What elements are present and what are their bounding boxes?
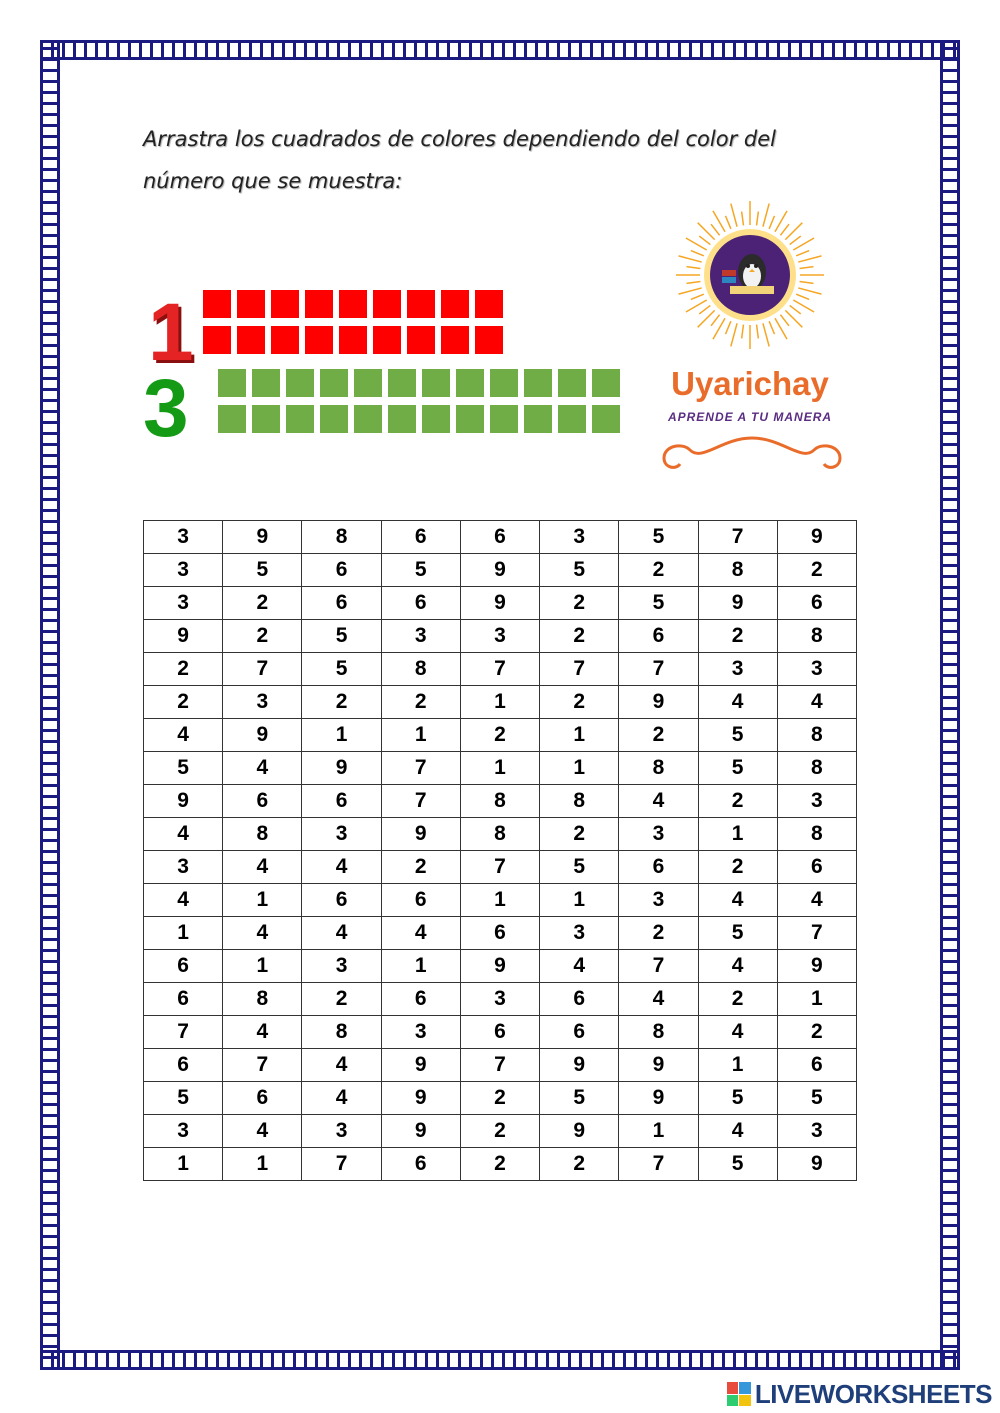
- grid-cell[interactable]: 5: [698, 752, 777, 785]
- grid-cell[interactable]: 9: [460, 950, 539, 983]
- grid-cell[interactable]: 6: [302, 785, 381, 818]
- grid-cell[interactable]: 6: [777, 1049, 856, 1082]
- grid-cell[interactable]: 8: [619, 1016, 698, 1049]
- grid-cell[interactable]: 3: [302, 950, 381, 983]
- grid-cell[interactable]: 2: [698, 785, 777, 818]
- grid-cell[interactable]: 8: [302, 1016, 381, 1049]
- grid-cell[interactable]: 6: [460, 521, 539, 554]
- grid-cell[interactable]: 3: [619, 818, 698, 851]
- grid-cell[interactable]: 7: [777, 917, 856, 950]
- grid-cell[interactable]: 9: [777, 950, 856, 983]
- grid-cell[interactable]: 8: [698, 554, 777, 587]
- grid-cell[interactable]: 3: [540, 917, 619, 950]
- red-drag-square[interactable]: [373, 326, 401, 354]
- grid-cell[interactable]: 5: [540, 1082, 619, 1115]
- grid-cell[interactable]: 3: [302, 1115, 381, 1148]
- grid-cell[interactable]: 9: [381, 1049, 460, 1082]
- grid-cell[interactable]: 5: [302, 653, 381, 686]
- grid-cell[interactable]: 5: [698, 917, 777, 950]
- grid-cell[interactable]: 7: [619, 1148, 698, 1181]
- grid-cell[interactable]: 7: [619, 950, 698, 983]
- grid-cell[interactable]: 3: [777, 653, 856, 686]
- grid-cell[interactable]: 5: [698, 1148, 777, 1181]
- red-drag-square[interactable]: [407, 290, 435, 318]
- grid-cell[interactable]: 8: [460, 818, 539, 851]
- grid-cell[interactable]: 9: [460, 587, 539, 620]
- liveworksheets-watermark: [727, 1377, 992, 1411]
- grid-cell[interactable]: 7: [460, 1049, 539, 1082]
- grid-cell[interactable]: 2: [619, 917, 698, 950]
- grid-cell[interactable]: 2: [540, 620, 619, 653]
- green-drag-square[interactable]: [218, 405, 246, 433]
- red-squares-group: [203, 290, 503, 354]
- grid-cell[interactable]: 1: [619, 1115, 698, 1148]
- grid-row: [144, 917, 857, 950]
- legend-number-green: 3: [143, 363, 189, 454]
- grid-cell[interactable]: 2: [460, 1148, 539, 1181]
- grid-cell[interactable]: 5: [777, 1082, 856, 1115]
- green-drag-square[interactable]: [252, 369, 280, 397]
- grid-cell[interactable]: 4: [223, 1115, 302, 1148]
- grid-cell[interactable]: 9: [540, 1049, 619, 1082]
- grid-cell[interactable]: 1: [223, 1148, 302, 1181]
- grid-cell[interactable]: 6: [223, 1082, 302, 1115]
- grid-cell[interactable]: 4: [223, 1016, 302, 1049]
- grid-cell[interactable]: 6: [302, 884, 381, 917]
- green-drag-square[interactable]: [422, 405, 450, 433]
- logo-subtitle: APRENDE A TU MANERA: [667, 410, 833, 424]
- grid-cell[interactable]: 2: [540, 818, 619, 851]
- grid-cell[interactable]: 6: [777, 851, 856, 884]
- grid-cell[interactable]: 3: [460, 983, 539, 1016]
- grid-cell[interactable]: 2: [777, 1016, 856, 1049]
- grid-cell[interactable]: 3: [302, 818, 381, 851]
- number-grid: [143, 520, 857, 1181]
- grid-row: [144, 983, 857, 1016]
- grid-row: [144, 785, 857, 818]
- grid-cell[interactable]: 5: [619, 587, 698, 620]
- grid-cell[interactable]: 8: [619, 752, 698, 785]
- grid-row: [144, 1115, 857, 1148]
- green-drag-square[interactable]: [218, 369, 246, 397]
- grid-cell[interactable]: 2: [540, 686, 619, 719]
- grid-cell[interactable]: 2: [540, 1148, 619, 1181]
- grid-cell[interactable]: 4: [302, 917, 381, 950]
- grid-cell[interactable]: 1: [381, 950, 460, 983]
- green-drag-square[interactable]: [524, 369, 552, 397]
- frame-top: [40, 40, 960, 60]
- grid-cell[interactable]: 6: [223, 785, 302, 818]
- grid-cell[interactable]: 6: [777, 587, 856, 620]
- grid-cell[interactable]: 8: [777, 719, 856, 752]
- green-drag-square[interactable]: [354, 405, 382, 433]
- grid-cell[interactable]: 6: [540, 983, 619, 1016]
- red-drag-square[interactable]: [339, 326, 367, 354]
- grid-cell[interactable]: 9: [698, 587, 777, 620]
- grid-cell[interactable]: 5: [619, 521, 698, 554]
- grid-cell[interactable]: 3: [144, 851, 223, 884]
- red-drag-square[interactable]: [339, 290, 367, 318]
- grid-cell[interactable]: 2: [777, 554, 856, 587]
- grid-row: [144, 884, 857, 917]
- grid-cell[interactable]: 7: [460, 851, 539, 884]
- grid-cell[interactable]: 7: [381, 752, 460, 785]
- green-drag-square[interactable]: [558, 405, 586, 433]
- grid-cell[interactable]: 7: [698, 521, 777, 554]
- red-drag-square[interactable]: [475, 326, 503, 354]
- red-drag-square[interactable]: [271, 326, 299, 354]
- green-drag-square[interactable]: [320, 405, 348, 433]
- grid-cell[interactable]: 6: [381, 1148, 460, 1181]
- grid-cell[interactable]: 1: [540, 752, 619, 785]
- grid-cell[interactable]: 9: [381, 1082, 460, 1115]
- grid-cell[interactable]: 9: [302, 752, 381, 785]
- grid-cell[interactable]: 4: [144, 818, 223, 851]
- grid-cell[interactable]: 3: [144, 554, 223, 587]
- grid-row: [144, 653, 857, 686]
- grid-cell[interactable]: 4: [698, 686, 777, 719]
- grid-row: [144, 686, 857, 719]
- grid-cell[interactable]: 5: [698, 719, 777, 752]
- grid-cell[interactable]: 4: [698, 884, 777, 917]
- grid-cell[interactable]: 5: [223, 554, 302, 587]
- grid-cell[interactable]: 7: [144, 1016, 223, 1049]
- green-drag-square[interactable]: [558, 369, 586, 397]
- grid-cell[interactable]: 6: [381, 884, 460, 917]
- grid-cell[interactable]: 1: [777, 983, 856, 1016]
- green-squares-group: [218, 369, 620, 433]
- green-drag-square[interactable]: [252, 405, 280, 433]
- instructions: [143, 118, 823, 202]
- grid-cell[interactable]: 9: [619, 1082, 698, 1115]
- grid-cell[interactable]: 9: [381, 1115, 460, 1148]
- grid-cell[interactable]: 6: [460, 917, 539, 950]
- grid-cell[interactable]: 8: [460, 785, 539, 818]
- red-drag-square[interactable]: [407, 326, 435, 354]
- grid-cell[interactable]: 7: [381, 785, 460, 818]
- grid-cell[interactable]: 1: [460, 884, 539, 917]
- grid-cell[interactable]: 9: [223, 719, 302, 752]
- grid-cell[interactable]: 2: [540, 587, 619, 620]
- grid-cell[interactable]: 9: [144, 785, 223, 818]
- grid-cell[interactable]: 5: [144, 752, 223, 785]
- grid-cell[interactable]: 2: [460, 1082, 539, 1115]
- grid-cell[interactable]: 8: [540, 785, 619, 818]
- grid-cell[interactable]: 7: [302, 1148, 381, 1181]
- grid-cell[interactable]: 1: [460, 686, 539, 719]
- logo-title: Uyarichay: [671, 365, 829, 402]
- grid-cell[interactable]: 2: [302, 983, 381, 1016]
- green-drag-square[interactable]: [354, 369, 382, 397]
- grid-cell[interactable]: 2: [223, 620, 302, 653]
- frame-bottom: [40, 1350, 960, 1370]
- grid-cell[interactable]: 5: [381, 554, 460, 587]
- instructions-line-1: Arrastra los cuadrados de colores dependiendo del color del: [143, 127, 776, 151]
- grid-cell[interactable]: 2: [302, 686, 381, 719]
- grid-cell[interactable]: 3: [777, 1115, 856, 1148]
- green-drag-square[interactable]: [592, 369, 620, 397]
- grid-cell[interactable]: 1: [540, 884, 619, 917]
- grid-cell[interactable]: 9: [460, 554, 539, 587]
- grid-cell[interactable]: 4: [223, 752, 302, 785]
- green-drag-square[interactable]: [456, 369, 484, 397]
- grid-cell[interactable]: 6: [144, 983, 223, 1016]
- grid-cell[interactable]: 4: [223, 851, 302, 884]
- grid-row: [144, 587, 857, 620]
- grid-cell[interactable]: 7: [460, 653, 539, 686]
- grid-cell[interactable]: 1: [144, 917, 223, 950]
- grid-row: [144, 752, 857, 785]
- grid-cell[interactable]: 2: [619, 554, 698, 587]
- grid-cell[interactable]: 3: [619, 884, 698, 917]
- grid-cell[interactable]: 1: [540, 719, 619, 752]
- grid-cell[interactable]: 2: [619, 719, 698, 752]
- grid-cell[interactable]: 5: [698, 1082, 777, 1115]
- grid-cell[interactable]: 1: [223, 884, 302, 917]
- brand-logo: [652, 200, 852, 480]
- watermark-text: LIVEWORKSHEETS: [754, 1378, 992, 1409]
- grid-cell[interactable]: 6: [302, 587, 381, 620]
- grid-cell[interactable]: 9: [777, 521, 856, 554]
- grid-cell[interactable]: 2: [144, 686, 223, 719]
- red-drag-square[interactable]: [441, 290, 469, 318]
- frame-left: [40, 40, 60, 1370]
- grid-cell[interactable]: 2: [223, 587, 302, 620]
- grid-cell[interactable]: 4: [698, 1016, 777, 1049]
- grid-cell[interactable]: 7: [619, 653, 698, 686]
- grid-cell[interactable]: 2: [460, 719, 539, 752]
- grid-cell[interactable]: 4: [698, 950, 777, 983]
- grid-cell[interactable]: 1: [460, 752, 539, 785]
- grid-cell[interactable]: 6: [460, 1016, 539, 1049]
- grid-cell[interactable]: 4: [540, 950, 619, 983]
- red-drag-square[interactable]: [203, 290, 231, 318]
- grid-cell[interactable]: 9: [381, 818, 460, 851]
- red-drag-square[interactable]: [441, 326, 469, 354]
- grid-cell[interactable]: 8: [777, 752, 856, 785]
- grid-cell[interactable]: 3: [144, 587, 223, 620]
- grid-cell[interactable]: 2: [698, 851, 777, 884]
- grid-row: [144, 1082, 857, 1115]
- grid-cell[interactable]: 3: [144, 1115, 223, 1148]
- grid-row: [144, 1049, 857, 1082]
- grid-row: [144, 554, 857, 587]
- red-drag-square[interactable]: [373, 290, 401, 318]
- grid-cell[interactable]: 1: [302, 719, 381, 752]
- grid-cell[interactable]: 4: [698, 1115, 777, 1148]
- grid-cell[interactable]: 4: [619, 983, 698, 1016]
- grid-cell[interactable]: 3: [540, 521, 619, 554]
- grid-cell[interactable]: 3: [777, 785, 856, 818]
- red-drag-square[interactable]: [305, 290, 333, 318]
- grid-cell[interactable]: 9: [777, 1148, 856, 1181]
- grid-cell[interactable]: 6: [619, 851, 698, 884]
- grid-cell[interactable]: 6: [144, 1049, 223, 1082]
- grid-row: [144, 851, 857, 884]
- grid-cell[interactable]: 4: [144, 719, 223, 752]
- grid-cell[interactable]: 1: [698, 818, 777, 851]
- green-drag-square[interactable]: [388, 369, 416, 397]
- grid-cell[interactable]: 2: [460, 1115, 539, 1148]
- grid-cell[interactable]: 6: [381, 983, 460, 1016]
- grid-cell[interactable]: 2: [144, 653, 223, 686]
- grid-cell[interactable]: 4: [777, 686, 856, 719]
- green-drag-square[interactable]: [592, 405, 620, 433]
- red-drag-square[interactable]: [475, 290, 503, 318]
- green-drag-square[interactable]: [490, 405, 518, 433]
- grid-row: [144, 1148, 857, 1181]
- grid-row: [144, 719, 857, 752]
- green-drag-square[interactable]: [388, 405, 416, 433]
- grid-cell[interactable]: 1: [144, 1148, 223, 1181]
- green-drag-square[interactable]: [286, 405, 314, 433]
- grid-cell[interactable]: 3: [460, 620, 539, 653]
- grid-cell[interactable]: 3: [698, 653, 777, 686]
- green-drag-square[interactable]: [320, 369, 348, 397]
- grid-cell[interactable]: 1: [223, 950, 302, 983]
- grid-cell[interactable]: 2: [698, 983, 777, 1016]
- grid-row: [144, 620, 857, 653]
- ornament-swirl-icon: [652, 428, 852, 478]
- grid-cell[interactable]: 8: [777, 818, 856, 851]
- green-drag-square[interactable]: [490, 369, 518, 397]
- grid-cell[interactable]: 5: [540, 851, 619, 884]
- grid-cell[interactable]: 4: [381, 917, 460, 950]
- grid-cell[interactable]: 6: [381, 521, 460, 554]
- grid-cell[interactable]: 6: [302, 554, 381, 587]
- grid-cell[interactable]: 8: [777, 620, 856, 653]
- grid-cell[interactable]: 6: [381, 587, 460, 620]
- grid-cell[interactable]: 2: [698, 620, 777, 653]
- grid-cell[interactable]: 1: [381, 719, 460, 752]
- grid-cell[interactable]: 4: [144, 884, 223, 917]
- grid-cell[interactable]: 5: [540, 554, 619, 587]
- green-drag-square[interactable]: [524, 405, 552, 433]
- red-drag-square[interactable]: [203, 326, 231, 354]
- grid-cell[interactable]: 3: [381, 1016, 460, 1049]
- grid-cell[interactable]: 2: [381, 686, 460, 719]
- grid-cell[interactable]: 4: [302, 1082, 381, 1115]
- red-drag-square[interactable]: [237, 290, 265, 318]
- grid-cell[interactable]: 9: [619, 686, 698, 719]
- red-drag-square[interactable]: [305, 326, 333, 354]
- grid-cell[interactable]: 2: [381, 851, 460, 884]
- grid-cell[interactable]: 3: [381, 620, 460, 653]
- grid-row: [144, 521, 857, 554]
- grid-cell[interactable]: 4: [223, 917, 302, 950]
- grid-cell[interactable]: 6: [144, 950, 223, 983]
- grid-cell[interactable]: 8: [223, 983, 302, 1016]
- grid-cell[interactable]: 9: [619, 1049, 698, 1082]
- grid-cell[interactable]: 9: [223, 521, 302, 554]
- green-drag-square[interactable]: [286, 369, 314, 397]
- legend-number-red: 1: [148, 287, 194, 378]
- grid-cell[interactable]: 5: [144, 1082, 223, 1115]
- grid-cell[interactable]: 9: [144, 620, 223, 653]
- liveworksheets-logo-icon: [727, 1382, 751, 1406]
- grid-cell[interactable]: 8: [381, 653, 460, 686]
- grid-cell[interactable]: 1: [698, 1049, 777, 1082]
- grid-cell[interactable]: 4: [302, 851, 381, 884]
- grid-cell[interactable]: 8: [223, 818, 302, 851]
- green-drag-square[interactable]: [456, 405, 484, 433]
- instructions-line-2: número que se muestra:: [143, 169, 403, 193]
- grid-cell[interactable]: 6: [540, 1016, 619, 1049]
- grid-cell[interactable]: 4: [619, 785, 698, 818]
- grid-cell[interactable]: 4: [302, 1049, 381, 1082]
- grid-row: [144, 1016, 857, 1049]
- grid-cell[interactable]: 9: [540, 1115, 619, 1148]
- sunburst-icon: [652, 200, 852, 365]
- grid-row: [144, 818, 857, 851]
- grid-cell[interactable]: 7: [540, 653, 619, 686]
- grid-cell[interactable]: 7: [223, 653, 302, 686]
- grid-cell[interactable]: 4: [777, 884, 856, 917]
- red-drag-square[interactable]: [237, 326, 265, 354]
- grid-cell[interactable]: 3: [144, 521, 223, 554]
- grid-cell[interactable]: 7: [223, 1049, 302, 1082]
- red-drag-square[interactable]: [271, 290, 299, 318]
- grid-cell[interactable]: 8: [302, 521, 381, 554]
- grid-row: [144, 950, 857, 983]
- grid-cell[interactable]: 3: [223, 686, 302, 719]
- grid-cell[interactable]: 5: [302, 620, 381, 653]
- frame-right: [940, 40, 960, 1370]
- grid-cell[interactable]: 6: [619, 620, 698, 653]
- green-drag-square[interactable]: [422, 369, 450, 397]
